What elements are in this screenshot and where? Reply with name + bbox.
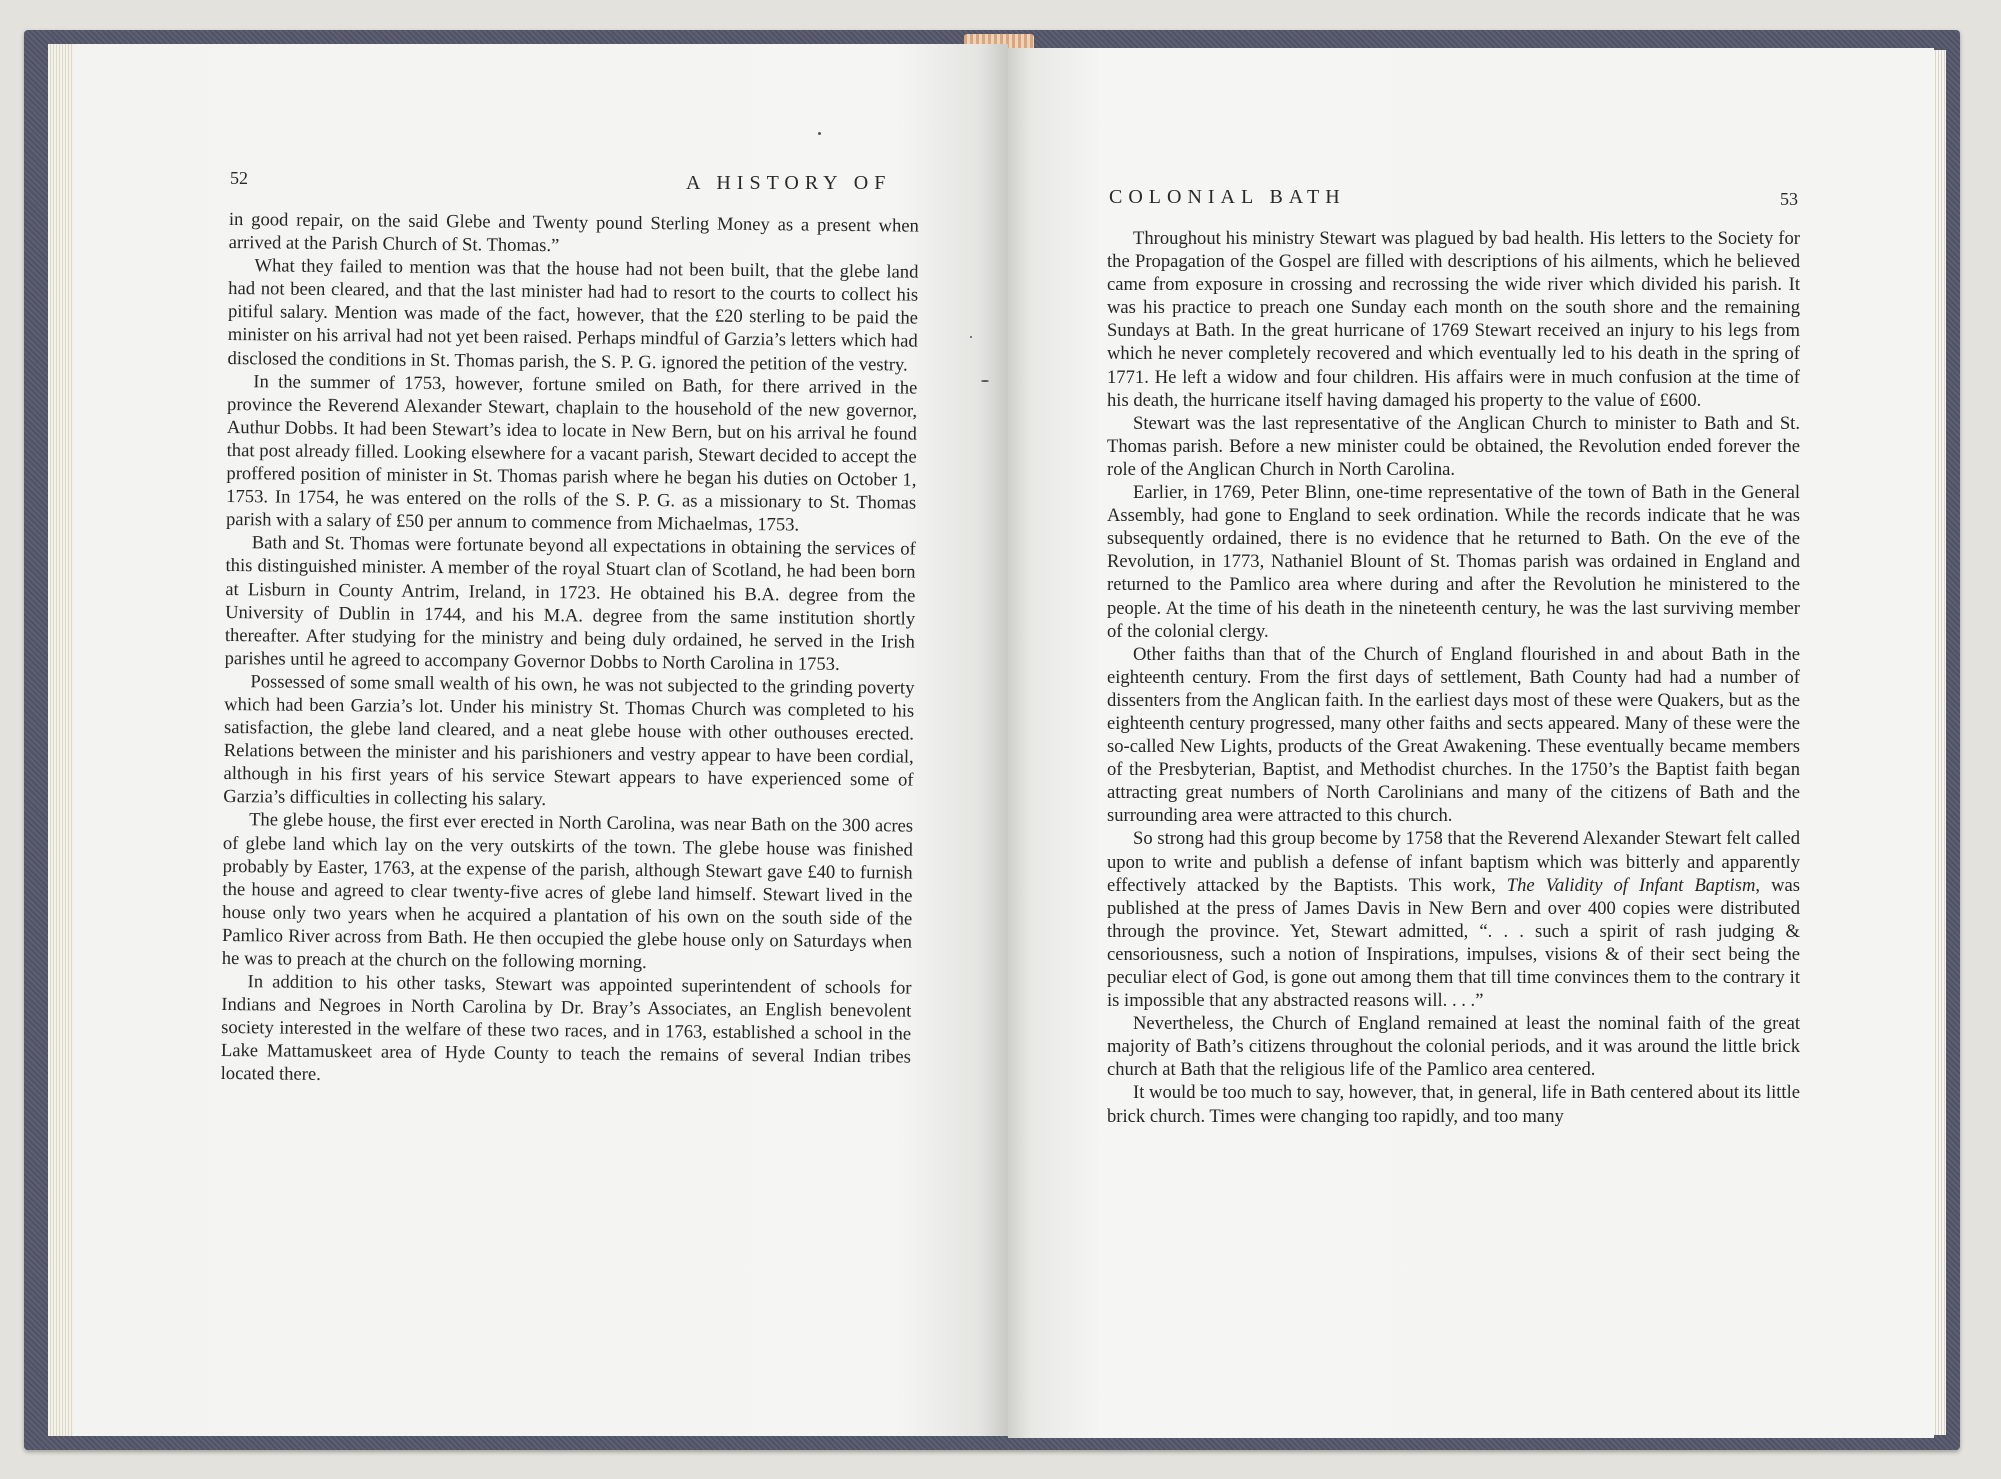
paragraph: Earlier, in 1769, Peter Blinn, one-time representative of the town of Bath in the General Assembly, had gone to England to seek ordination. While the records indicate that he was subsequently ordained, there is no evidence that he returned to Bath. On the eve of the Revolution, in 1773, Nathaniel Blount of St. Thomas parish was ordained in England and returned to the Pamlico area where during and after the Revolution he ministered to the people. At the time of his death in the nineteenth century, he was the last surviving member of the colonial clergy. bbox=[1107, 482, 1800, 642]
right-page-body bbox=[1107, 227, 1800, 1128]
paragraph: Throughout his ministry Stewart was plagued by bad health. His letters to the Society for the Propagation of the Gospel are filled with descriptions of his ailments, which he believed came from exposure in crossing and recrossing the wide river which divided his parish. It was his practice to preach one Sunday each month on the south shore and the remaining Sundays at Bath. In the great hurricane of 1769 Stewart received an injury to his legs from which he never completely recovered and which eventually led to his death in the spring of 1771. He left a widow and four children. His affairs were in much confusion at the time of his death, the hurricane itself having damaged his property to the value of £600. bbox=[1107, 228, 1800, 411]
paragraph: What they failed to mention was that the house had not been built, that the glebe land had not been cleared, and that the last minister had had to resort to the courts to collect his pitiful salary. Mention was made of the fact, however, that the £20 sterling to be paid the minister on his arrival had not yet been raised. Perhaps mindful of Garzia’s letters which had disclosed the conditions in St. Thomas parish, the S. P. G. ignored the petition of the vestry. bbox=[227, 255, 919, 376]
left-running-head: A HISTORY OF bbox=[686, 172, 892, 194]
right-running-head: COLONIAL BATH bbox=[1109, 186, 1346, 208]
left-page-number: 52 bbox=[230, 168, 248, 188]
speck bbox=[981, 380, 989, 382]
paragraph: In the summer of 1753, however, fortune smiled on Bath, for there arrived in the province the Reverend Alexander Stewart, chaplain to the household of the new governor, Authur Dobbs. It had been Stewart’s idea to locate in New Bern, but on his arrival he found that post already filled. Looking elsewhere for a vacant parish, Stewart decided to accept the proffered position of minister in St. Thomas parish where he began his duties on October 1, 1753. In 1754, he was entered on the rolls of the S. P. G. as a missionary to St. Thomas parish with a salary of £50 per annum to commence from Michaelmas, 1753. bbox=[225, 370, 918, 536]
paragraph: In addition to his other tasks, Stewart was appointed superintendent of schools for Indians and Negroes in North Carolina by Dr. Bray’s Associates, an English benevolent society interested in the welfare of these two races, and in 1763, established a school in the Lake Mattamuskeet area of Hyde County to teach the remains of several Indian tribes located there. bbox=[220, 971, 912, 1086]
paragraph-text: , was published at the press of James Davis in New Bern and over 400 copies were distributed through the province. Yet, Stewart admitted, “. . . such a spirit of rash judging & censoriousness, such a notion of Inspirations, impulses, visions & of their sect being the peculiar elect of God, is gone out among them that till time convinces them to the contrary it is impossible that any abstracted reasons will. . . .” bbox=[1107, 874, 1800, 1012]
paragraph-text: So strong had this group become by 1758 that the Reverend Alexander Stewart felt called upon to write and publish a defense of infant baptism which was bitterly and apparently effectively attacked by the Baptists. This work, bbox=[1107, 828, 1800, 896]
speck bbox=[818, 132, 821, 135]
right-page-number: 53 bbox=[1780, 189, 1798, 209]
left-page-body bbox=[221, 208, 919, 1092]
paragraph: Possessed of some small wealth of his own, he was not subjected to the grinding poverty which had been Garzia’s lot. Under his ministry St. Thomas Church was completed to his satisfaction, the glebe land cleared, and a neat glebe house with other outhouses erected. Relations between the minister and his parishioners and vestry appear to have been cordial, although in his first years of his service Stewart appears to have experienced some of Garzia’s difficulties in collecting his salary. bbox=[223, 671, 915, 811]
paragraph: Other faiths than that of the Church of England flourished in and about Bath in the eighteenth century. From the first days of settlement, Bath County had had a number of dissenters from the Anglican faith. In the earliest days most of these were Quakers, but as the eighteenth century progressed, many other faiths and sects appeared. Many of these were the so-called New Lights, products of the Great Awakening. These eventually became members of the Presbyterian, Baptist, and Methodist churches. In the 1750’s the Baptist faith began attracting great numbers of North Carolinians and many of the citizens of Bath and the surrounding area were attracted to this church. bbox=[1107, 643, 1800, 827]
speck bbox=[970, 336, 972, 338]
paragraph: It would be too much to say, however, that, in general, life in Bath centered about its little brick church. Times were changing too rapidly, and too many bbox=[1107, 1082, 1800, 1127]
paragraph: Nevertheless, the Church of England remained at least the nominal faith of the great majority of Bath’s citizens throughout the colonial periods, and it was around the little brick church at Bath that the religious life of the Pamlico area centered. bbox=[1107, 1013, 1800, 1081]
book-title: The Validity of Infant Baptism bbox=[1506, 874, 1756, 896]
paragraph: Stewart was the last representative of the Anglican Church to minister to Bath and St. Thomas parish. Before a new minister could be obtained, the Revolution ended forever the role of the Anglican Church in North Carolina. bbox=[1107, 412, 1800, 480]
paragraph: The glebe house, the first ever erected in North Carolina, was near Bath on the 300 acres of glebe land which lay on the very outskirts of the town. The glebe house was finished probably by Easter, 1763, at the expense of the parish, although Stewart gave £40 to furnish the house and agreed to clear twenty-five acres of glebe land himself. Stewart lived in the house only two years when he acquired a plantation of his own on the south side of the Pamlico River across from Bath. He then occupied the glebe house only on Saturdays when he was to preach at the church on the following morning. bbox=[221, 809, 914, 974]
paragraph: Bath and St. Thomas were fortunate beyond all expectations in obtaining the services of this distinguished minister. A member of the royal Stuart clan of Scotland, he had been born at Lisburn in County Antrim, Ireland, in 1723. He obtained his B.A. degree from the University of Dublin in 1744, and his M.A. degree from the same institution shortly thereafter. After studying for the ministry and being duly ordained, he served in the Irish parishes until he agreed to accompany Governor Dobbs to North Carolina in 1753. bbox=[224, 532, 916, 675]
paragraph: in good repair, on the said Glebe and Twenty pound Sterling Money as a present when arrived at the Parish Church of St. Thomas.” bbox=[228, 208, 919, 257]
paragraph bbox=[1107, 827, 1800, 1012]
